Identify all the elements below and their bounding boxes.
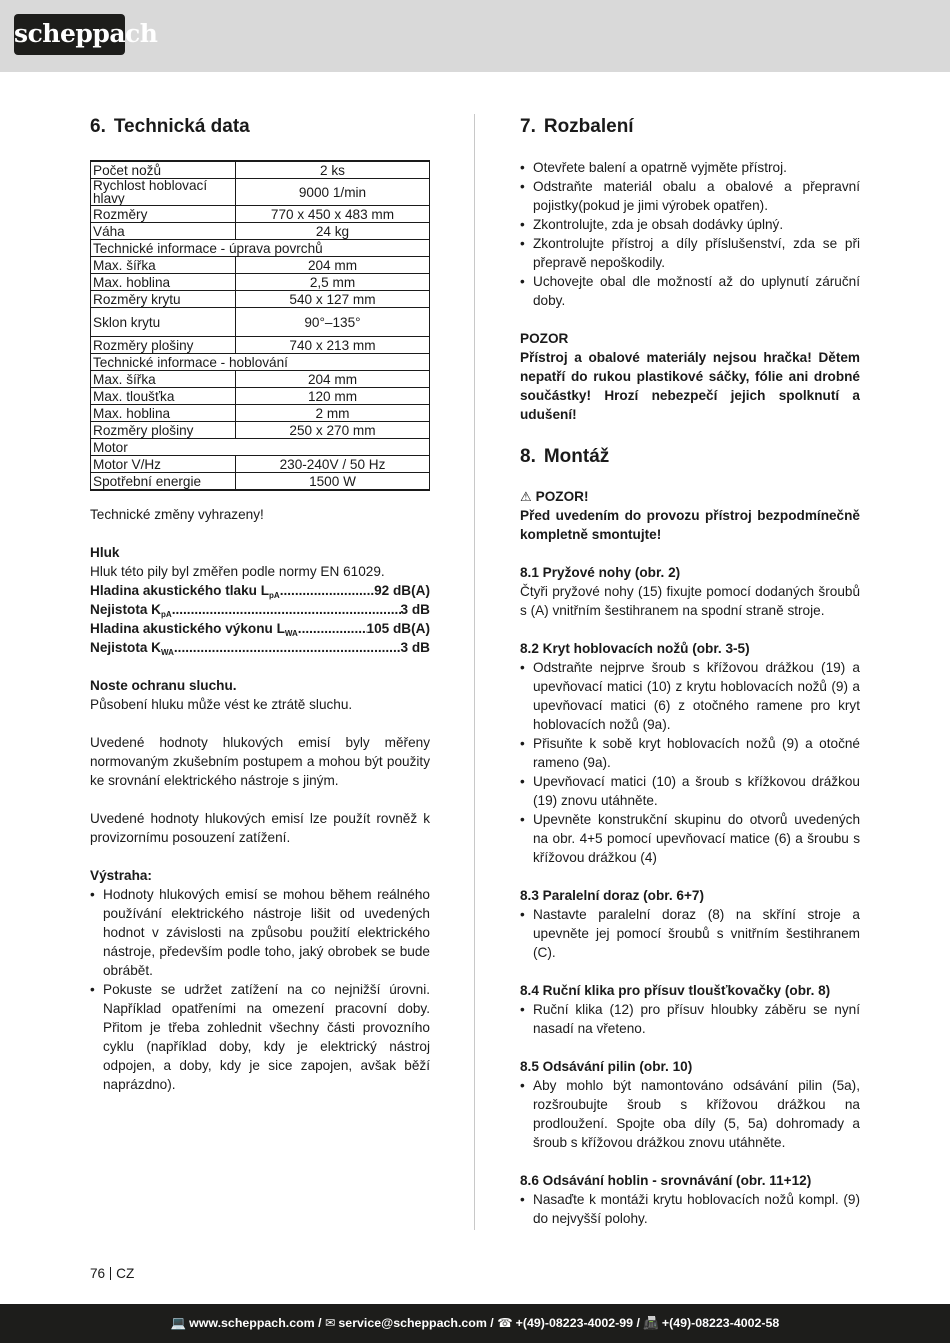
spec-row bbox=[91, 405, 430, 422]
spec-row bbox=[91, 291, 430, 308]
right-column bbox=[520, 114, 860, 1228]
list-item: • Aby mohlo být namontováno odsávání pilin (5a), rozšroubujte šroub s křížovou drážkou na prodloužení. Spojte oba díly (5, 5a) dohromady a šroub s křížovou drážkou znovu utáhněte. bbox=[520, 1076, 860, 1152]
warning-list bbox=[90, 885, 430, 1094]
spec-row bbox=[91, 206, 430, 223]
list-item: • Upevněte konstrukční skupinu do otvorů uvedených na obr. 4+5 pomocí upevňovací matice (6) a šroubu s křížovou drážkou (4) bbox=[520, 810, 860, 867]
section-6-title: 6. Technická data bbox=[90, 116, 250, 137]
list-item: • Uchovejte obal dle možností až do uplynutí záruční doby. bbox=[520, 272, 860, 310]
noise-value-row bbox=[90, 619, 430, 638]
spec-row bbox=[91, 240, 430, 257]
noise-label: Nejistota $K_{pA}$ bbox=[90, 602, 172, 619]
spec-value: 204 mm bbox=[236, 257, 430, 274]
left-column bbox=[90, 114, 430, 1094]
section-8-3-heading: 8.3 Paralelní doraz (obr. 6+7) bbox=[520, 888, 704, 903]
leader-dots bbox=[174, 638, 401, 657]
spec-value: 250 x 270 mm bbox=[236, 422, 430, 439]
spec-row bbox=[91, 473, 430, 491]
spec-row bbox=[91, 456, 430, 473]
computer-icon: 💻 bbox=[170, 1316, 187, 1330]
spec-value: 2 ks bbox=[236, 161, 430, 179]
footer-fax: +(49)-08223-4002-58 bbox=[661, 1316, 780, 1330]
spec-key: Max. hoblina bbox=[91, 405, 236, 422]
mail-icon: ✉ bbox=[325, 1316, 336, 1330]
section-8-1-text: Čtyři pryžové nohy (15) fixujte pomocí dodaných šroubů s (A) vnitřním šestihranem na spodní straně stroje. bbox=[520, 584, 860, 618]
spec-table bbox=[90, 160, 430, 491]
spec-value: 9000 1/min bbox=[236, 179, 430, 206]
warning-triangle-icon: ⚠ bbox=[520, 489, 532, 504]
noise-values bbox=[90, 581, 430, 657]
spec-key: Max. hoblina bbox=[91, 274, 236, 291]
phone-icon: ☎ bbox=[497, 1316, 513, 1330]
spec-value: 740 x 213 mm bbox=[236, 337, 430, 354]
spec-group-heading: Technické informace - úprava povrchů bbox=[91, 240, 430, 257]
list-item: • Přisuňte k sobě kryt hoblovacích nožů (9) a otočné rameno (9a). bbox=[520, 734, 860, 772]
scheppach-logo: scheppach bbox=[14, 14, 125, 55]
leader-dots bbox=[298, 619, 367, 638]
noise-label: Nejistota $K_{WA}$ bbox=[90, 640, 174, 657]
spec-key: Rozměry plošiny bbox=[91, 422, 236, 439]
leader-dots bbox=[172, 600, 401, 619]
spec-value: 230-240V / 50 Hz bbox=[236, 456, 430, 473]
noise-value: 3 dB bbox=[400, 602, 430, 617]
spec-key: Rozměry krytu bbox=[91, 291, 236, 308]
footer-bar: 💻 www.scheppach.com / ✉ service@scheppach.com / ☎ +(49)-08223-4002-99 / 📠 +(49)-08223-4002-58 bbox=[0, 1304, 950, 1343]
section-8-title: 8. Montáž bbox=[520, 446, 610, 467]
list-item: • Pokuste se udržet zatížení na co nejnižší úrovni. Například opatřeními na omezení pracovní doby. Přitom je třeba zohlednit všechny části provozního cyklu (například doby, kdy je elektrický nástroj odpojen, a doby, kdy je sice zapojen, avšak běží naprázdno). bbox=[90, 980, 430, 1094]
noise-heading: Hluk bbox=[90, 545, 120, 560]
spec-row bbox=[91, 179, 430, 206]
changes-note: Technické změny vyhrazeny! bbox=[90, 507, 264, 522]
footer-email-link[interactable]: service@scheppach.com bbox=[338, 1316, 487, 1330]
attention-heading: ⚠ POZOR! bbox=[520, 489, 589, 504]
noise-paragraph-1: Uvedené hodnoty hlukových emisí byly měřeny normovaným zkušebním postupem a mohou být použity ke srovnání elektrického nástroje s jiným. bbox=[90, 735, 430, 788]
section-8-2-heading: 8.2 Kryt hoblovacích nožů (obr. 3-5) bbox=[520, 641, 750, 656]
spec-row bbox=[91, 274, 430, 291]
spec-row bbox=[91, 371, 430, 388]
spec-key: Rozměry plošiny bbox=[91, 337, 236, 354]
warning-heading: Výstraha: bbox=[90, 868, 152, 883]
noise-paragraph-2: Uvedené hodnoty hlukových emisí lze použít rovněž k provizornímu posouzení zatížení. bbox=[90, 811, 430, 845]
fax-icon: 📠 bbox=[643, 1316, 659, 1330]
spec-key: Sklon krytu bbox=[91, 308, 236, 337]
caution-text: Přístroj a obalové materiály nejsou hračka! Dětem nepatří do rukou plastikové sáčky, fólie ani drobné součástky! Hrozí nebezpečí jejich spolknutí a udušení! bbox=[520, 350, 860, 422]
spec-group-heading: Motor bbox=[91, 439, 430, 456]
attention-text: Před uvedením do provozu přístroj bezpodmínečně kompletně smontujte! bbox=[520, 508, 860, 542]
header-bar bbox=[0, 0, 950, 72]
protection-heading: Noste ochranu sluchu. bbox=[90, 678, 237, 693]
section-8-5-list bbox=[520, 1076, 860, 1152]
leader-dots bbox=[280, 581, 374, 600]
spec-value: 1500 W bbox=[236, 473, 430, 491]
spec-value: 540 x 127 mm bbox=[236, 291, 430, 308]
noise-value-row bbox=[90, 581, 430, 600]
list-item: • Otevřete balení a opatrně vyjměte přístroj. bbox=[520, 158, 860, 177]
spec-row bbox=[91, 223, 430, 240]
spec-value: 2,5 mm bbox=[236, 274, 430, 291]
section-8-4-list bbox=[520, 1000, 860, 1038]
spec-value: 24 kg bbox=[236, 223, 430, 240]
spec-row bbox=[91, 439, 430, 456]
spec-key: Max. tloušťka bbox=[91, 388, 236, 405]
protection-text: Působení hluku může vést ke ztrátě sluchu. bbox=[90, 697, 353, 712]
list-item: • Upevňovací matici (10) a šroub s křížkovou drážkou (19) znovu utáhněte. bbox=[520, 772, 860, 810]
page-number: 76 CZ bbox=[90, 1266, 135, 1281]
list-item: • Odstraňte materiál obalu a obalové a přepravní pojistky(pokud je jimi výrobek opatřen). bbox=[520, 177, 860, 215]
noise-value-row bbox=[90, 638, 430, 657]
noise-label: Hladina akustického tlaku $L_{pA}$ bbox=[90, 583, 280, 600]
section-8-5-heading: 8.5 Odsávání pilin (obr. 10) bbox=[520, 1059, 693, 1074]
list-item: • Nastavte paralelní doraz (8) na skříní stroje a upevněte jej pomocí šroubů s vnitřním šestihranem (C). bbox=[520, 905, 860, 962]
spec-key: Rozměry bbox=[91, 206, 236, 223]
noise-value: 105 dB(A) bbox=[366, 621, 430, 636]
noise-value: 3 dB bbox=[400, 640, 430, 655]
section-8-6-heading: 8.6 Odsávání hoblin - srovnávání (obr. 11+12) bbox=[520, 1173, 812, 1188]
spec-key: Rychlost hoblovací hlavy bbox=[91, 179, 236, 206]
section-8-4-heading: 8.4 Ruční klika pro přísuv tloušťkovačky (obr. 8) bbox=[520, 983, 831, 998]
list-item: • Zkontrolujte přístroj a díly příslušenství, zda se při přepravě nepoškodily. bbox=[520, 234, 860, 272]
section-8-6-list bbox=[520, 1190, 860, 1228]
spec-row bbox=[91, 388, 430, 405]
spec-key: Motor V/Hz bbox=[91, 456, 236, 473]
spec-row bbox=[91, 308, 430, 337]
spec-value: 204 mm bbox=[236, 371, 430, 388]
noise-value: 92 dB(A) bbox=[374, 583, 430, 598]
spec-key: Spotřební energie bbox=[91, 473, 236, 491]
section-7-title: 7. Rozbalení bbox=[520, 116, 634, 137]
column-divider bbox=[474, 114, 475, 1230]
spec-key: Počet nožů bbox=[91, 161, 236, 179]
spec-key: Váha bbox=[91, 223, 236, 240]
noise-label: Hladina akustického výkonu $L_{WA}$ bbox=[90, 621, 298, 638]
section-8-2-list bbox=[520, 658, 860, 867]
spec-value: 120 mm bbox=[236, 388, 430, 405]
spec-group-heading: Technické informace - hoblování bbox=[91, 354, 430, 371]
spec-value: 90°–135° bbox=[236, 308, 430, 337]
list-item: • Ruční klika (12) pro přísuv hloubky záběru se nyní nasadí na vřeteno. bbox=[520, 1000, 860, 1038]
spec-row bbox=[91, 354, 430, 371]
list-item: • Odstraňte nejprve šroub s křížovou drážkou (19) a upevňovací matici (10) z krytu hoblovacích nožů (9) a upevňovací matici (6) z otočného ramene pro kryt hoblovacích nožů (9a). bbox=[520, 658, 860, 734]
section-8-3-list bbox=[520, 905, 860, 962]
spec-row bbox=[91, 257, 430, 274]
footer-web-link[interactable]: www.scheppach.com bbox=[189, 1316, 315, 1330]
section-8-1-heading: 8.1 Pryžové nohy (obr. 2) bbox=[520, 565, 681, 580]
spec-value: 2 mm bbox=[236, 405, 430, 422]
noise-value-row bbox=[90, 600, 430, 619]
list-item: • Zkontrolujte, zda je obsah dodávky úplný. bbox=[520, 215, 860, 234]
spec-key: Max. šířka bbox=[91, 371, 236, 388]
list-item: • Nasaďte k montáži krytu hoblovacích nožů kompl. (9) do nejvyšší polohy. bbox=[520, 1190, 860, 1228]
spec-row bbox=[91, 337, 430, 354]
unpack-list bbox=[520, 158, 860, 310]
spec-key: Max. šířka bbox=[91, 257, 236, 274]
noise-intro: Hluk této pily byl změřen podle normy EN 61029. bbox=[90, 564, 385, 579]
caution-heading: POZOR bbox=[520, 331, 569, 346]
list-item: • Hodnoty hlukových emisí se mohou během reálného používání elektrického nástroje lišit od uvedených hodnot v závislosti na způsobu použití elektrického nástroje, především podle toho, jaký obrobek se bude obrábět. bbox=[90, 885, 430, 980]
spec-row bbox=[91, 422, 430, 439]
spec-row bbox=[91, 161, 430, 179]
spec-value: 770 x 450 x 483 mm bbox=[236, 206, 430, 223]
footer-phone: +(49)-08223-4002-99 bbox=[515, 1316, 634, 1330]
